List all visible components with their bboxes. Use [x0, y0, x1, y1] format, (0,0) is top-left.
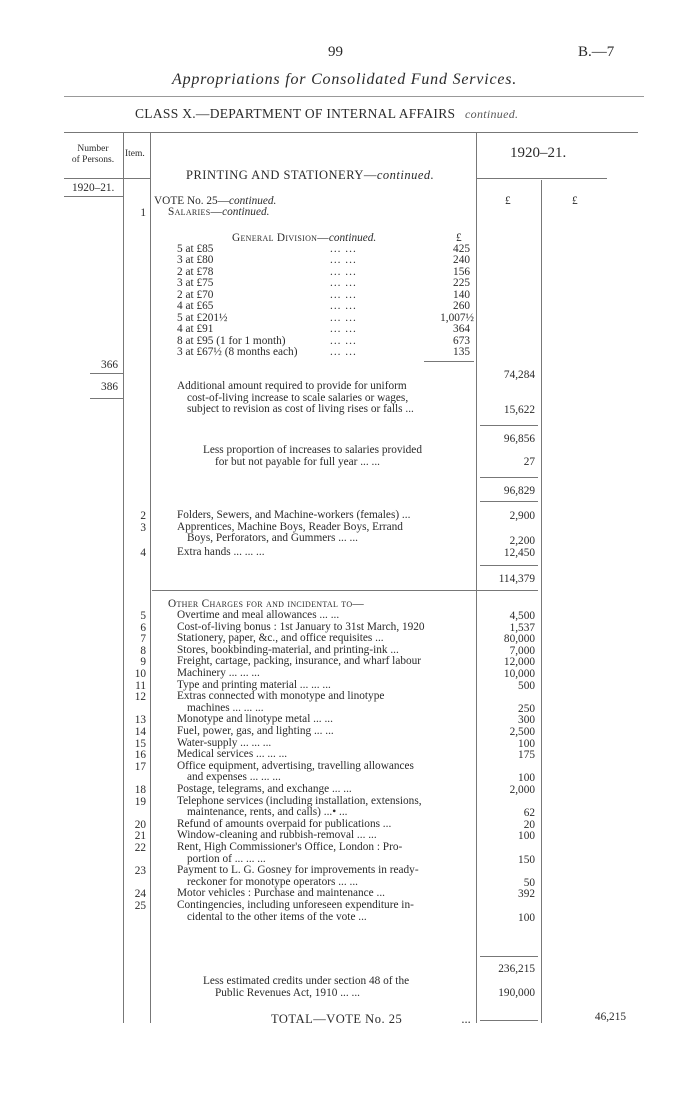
- persons-year-rule: [64, 196, 123, 197]
- additional-line-3: subject to revision as cost of living rises or falls ...: [187, 403, 414, 416]
- item-description: Postage, telegrams, and exchange ... ...: [177, 783, 352, 795]
- item-description-cont: and expenses ... ... ...: [187, 771, 281, 784]
- subtotal-2-amount: 96,829: [503, 485, 535, 497]
- salary-row-amount: 225: [453, 277, 470, 289]
- less-line-1: Less proportion of increases to salaries provided: [203, 444, 422, 456]
- item-number: 7: [140, 633, 146, 646]
- section-title-continued: continued.: [376, 168, 435, 182]
- salary-row-label: 4 at £91: [177, 323, 214, 335]
- header-rule: [64, 96, 644, 97]
- item-number: 14: [134, 726, 146, 738]
- salary-row-amount: 240: [453, 254, 470, 266]
- salary-row-amount: 673: [453, 335, 470, 347]
- pound-sign-col2: £: [572, 195, 578, 207]
- salary-row-dots: ... ...: [330, 335, 357, 347]
- item-number: 3: [140, 522, 146, 534]
- item-number: 19: [134, 795, 146, 808]
- less-line-2: for but not payable for full year ... ...: [215, 455, 381, 468]
- salary-subtotal-rule: [424, 361, 474, 362]
- subtotal-1-rule: [480, 425, 538, 426]
- item-description: Monotype and linotype metal ... ...: [177, 713, 333, 726]
- item-amount: 100: [518, 830, 535, 843]
- item-number: 24: [134, 888, 146, 901]
- item-amount: 12,000: [503, 656, 535, 669]
- item-description-cont: machines ... ... ...: [187, 701, 264, 714]
- item-description: Cost-of-living bonus : 1st January to 31st March, 1920: [177, 620, 425, 633]
- salary-row-amount: 1,007½: [440, 312, 474, 324]
- vote-total-text: TOTAL—VOTE No. 25: [271, 1012, 403, 1026]
- item-number: 15: [134, 737, 146, 750]
- pound-sign-col1: £: [505, 195, 511, 207]
- salary-row-label: 2 at £70: [177, 289, 214, 301]
- salary-row-dots: ... ...: [330, 323, 357, 335]
- subtotal-2-rule: [480, 477, 538, 478]
- item-header-rule: [124, 178, 150, 179]
- salary-row-dots: ... ...: [330, 300, 357, 312]
- credits-amount: 190,000: [498, 987, 535, 999]
- item-amount: 2,500: [509, 726, 535, 738]
- credits-line-2: Public Revenues Act, 1910 ... ...: [215, 986, 360, 999]
- item-amount: 4,500: [509, 610, 535, 622]
- item-amount: 80,000: [503, 633, 535, 646]
- salary-row-label: 5 at £201½: [177, 312, 228, 324]
- item-number: 2: [140, 510, 146, 522]
- item-amount: 175: [518, 749, 535, 762]
- item-description: Overtime and meal allowances ... ...: [177, 609, 340, 621]
- persons-subtotal-rule: [90, 373, 123, 374]
- item-number: 18: [134, 784, 146, 796]
- item-description: Machinery ... ... ...: [177, 667, 260, 679]
- salary-row-dots: ... ...: [330, 243, 357, 255]
- item-description: Fuel, power, gas, and lighting ... ...: [177, 725, 334, 737]
- item-amount: 392: [518, 888, 535, 901]
- credits-text: [203, 976, 409, 999]
- item-description: Extras connected with monotype and linotype: [177, 690, 385, 703]
- salary-row-amount: 260: [453, 300, 470, 312]
- item-description: Contingencies, including unforeseen expenditure in-: [177, 899, 414, 911]
- item-amount: 2,000: [509, 784, 535, 796]
- page-number: 99: [328, 44, 343, 60]
- vote-title-continued: continued.: [229, 195, 277, 207]
- item-amount: 100: [518, 911, 535, 924]
- item-description: Payment to L. G. Gosney for improvements in ready-: [177, 864, 419, 877]
- salary-row-dots: ... ...: [330, 289, 357, 301]
- less-proportion-text: [203, 445, 422, 468]
- item-number: 9: [140, 656, 146, 669]
- salary-row: [177, 255, 213, 267]
- other-charges-top-rule: [152, 590, 538, 591]
- persons-count-366: 366: [101, 359, 118, 371]
- salaries-heading: [168, 207, 269, 219]
- salaries-heading-text: Salaries—: [168, 206, 223, 218]
- item-number: 17: [134, 760, 146, 773]
- salary-row-dots: ... ...: [330, 312, 357, 324]
- item-number: 4: [140, 547, 146, 559]
- item-amount: 50: [523, 876, 535, 889]
- persons-header-rule: [64, 178, 123, 179]
- item-description: Stationery, paper, &c., and office requisites ...: [177, 632, 384, 645]
- item-amount: 300: [518, 714, 535, 727]
- item-description: Window-cleaning and rubbish-removal ... ...: [177, 829, 377, 842]
- salary-row-label: 3 at £75: [177, 277, 214, 289]
- item-amount: 2,900: [509, 510, 535, 522]
- salaries-heading-continued: continued.: [222, 206, 270, 218]
- less-proportion-amount: 27: [523, 456, 535, 468]
- item-description: Type and printing material ... ... ...: [177, 678, 331, 691]
- item-amount: 1,537: [509, 621, 535, 634]
- class-heading-text: CLASS X.—DEPARTMENT OF INTERNAL AFFAIRS: [135, 106, 456, 121]
- col-divider-amount2: [541, 180, 542, 1023]
- vote-total-label: [271, 1012, 471, 1027]
- item-description: Office equipment, advertising, travelling allowances: [177, 759, 414, 772]
- item-description-cont: Boys, Perforators, and Gummers ... ...: [187, 532, 358, 544]
- salary-row-amount: 364: [453, 323, 470, 335]
- item-number: 25: [134, 900, 146, 912]
- number-of-persons-line1: Number: [77, 144, 109, 154]
- item-number: 22: [134, 842, 146, 854]
- subtotal-3-rule: [480, 565, 538, 566]
- item-description-cont: portion of ... ... ...: [187, 852, 266, 865]
- salary-row-label: 4 at £65: [177, 300, 214, 312]
- additional-amount: 15,622: [503, 404, 535, 416]
- section-title-text: PRINTING AND STATIONERY—: [186, 168, 377, 182]
- item-description: Rent, High Commissioner's Office, London : Pro-: [177, 841, 403, 853]
- salary-row-dots: ... ...: [330, 277, 357, 289]
- item-description: Stores, bookbinding-material, and printing-ink ...: [177, 643, 399, 656]
- item-amount: 10,000: [503, 668, 535, 680]
- item-amount: 250: [518, 702, 535, 715]
- item-number-1: 1: [140, 207, 146, 219]
- item-description: Folders, Sewers, and Machine-workers (females) ...: [177, 509, 411, 521]
- item-amount: 150: [518, 853, 535, 866]
- salary-row-label: 3 at £80: [177, 254, 214, 266]
- vote-title-text: VOTE No. 25—: [154, 195, 229, 207]
- item-description: Extra hands ... ... ...: [177, 546, 265, 558]
- item-amount: 2,200: [509, 535, 535, 547]
- item-number: 13: [134, 714, 146, 727]
- salary-row-amount: 156: [453, 266, 470, 278]
- item-description: Water-supply ... ... ...: [177, 736, 272, 749]
- general-division-pound-sign: £: [456, 232, 462, 244]
- item-number: 10: [134, 668, 146, 680]
- item-number: 23: [134, 865, 146, 878]
- total-rule: [480, 1020, 538, 1021]
- general-division-text: General Division—: [232, 232, 329, 244]
- item-amount: 62: [523, 807, 535, 820]
- subtotal-3-amount: 114,379: [498, 573, 535, 585]
- item-description-cont: reckoner for monotype operators ... ...: [187, 875, 358, 888]
- class-heading: [135, 106, 518, 122]
- number-of-persons-line2: of Persons.: [71, 155, 115, 165]
- vote-total-amount: 46,215: [594, 1011, 626, 1023]
- item-number: 6: [140, 621, 146, 634]
- other-charges-heading: Other Charges for and incidental to—: [168, 598, 365, 610]
- salary-row-label: 2 at £78: [177, 266, 214, 278]
- persons-count-386: 386: [101, 381, 118, 393]
- salary-row: [177, 324, 213, 336]
- year-column-header: 1920–21.: [510, 145, 567, 161]
- amount-header-rule: [477, 178, 607, 179]
- running-title: Appropriations for Consolidated Fund Services.: [172, 71, 518, 88]
- general-division-continued: continued.: [328, 232, 377, 244]
- salary-row-dots: ... ...: [330, 254, 357, 266]
- item-number: 12: [134, 691, 146, 704]
- item-amount: 100: [518, 737, 535, 750]
- salary-row-dots: ... ...: [330, 266, 357, 278]
- item-description: Refund of amounts overpaid for publications ...: [177, 817, 392, 830]
- item-amount: 100: [518, 772, 535, 785]
- additional-amount-text: [177, 381, 414, 416]
- item-number: 8: [140, 644, 146, 657]
- additional-line-1: Additional amount required to provide for uniform: [177, 380, 407, 392]
- subtotal-4-amount: 236,215: [498, 963, 535, 975]
- col-divider-item: [150, 133, 151, 1023]
- vote-total-dots: ...: [461, 1012, 471, 1026]
- subtotal-4-rule: [480, 956, 538, 957]
- persons-total-rule: [90, 398, 123, 399]
- credits-line-1: Less estimated credits under section 48 of the: [203, 975, 410, 987]
- salary-row-amount: 135: [453, 346, 470, 358]
- item-number: 21: [134, 830, 146, 843]
- salary-row-label: 3 at £67½ (8 months each): [177, 346, 298, 358]
- salary-row: [177, 278, 213, 290]
- number-of-persons-header: [65, 144, 121, 166]
- item-header: Item.: [125, 149, 145, 159]
- salary-row-label: 5 at £85: [177, 243, 214, 255]
- item-description: Telephone services (including installation, extensions,: [177, 794, 422, 807]
- salary-row-dots: ... ...: [330, 346, 357, 358]
- item-description: Freight, cartage, packing, insurance, and wharf labour: [177, 655, 422, 668]
- item-number: 20: [134, 818, 146, 831]
- item-number: 5: [140, 610, 146, 622]
- salary-row: [177, 301, 213, 313]
- item-description: Medical services ... ... ...: [177, 748, 288, 761]
- additional-line-2: cost-of-living increase to scale salaries or wages,: [187, 391, 409, 404]
- item-description: Motor vehicles : Purchase and maintenance ...: [177, 887, 385, 900]
- subtotal-1-amount: 96,856: [503, 433, 535, 445]
- item-number: 16: [134, 749, 146, 762]
- item-amount: 7,000: [509, 644, 535, 657]
- salary-row-amount: 140: [453, 289, 470, 301]
- report-reference: B.—7: [578, 44, 615, 60]
- item-amount: 20: [523, 818, 535, 831]
- item-description-cont: maintenance, rents, and calls) ...• ...: [187, 806, 348, 819]
- item-amount: 12,450: [503, 547, 535, 559]
- salary-row-label: 8 at £95 (1 for 1 month): [177, 335, 286, 347]
- item-description: Apprentices, Machine Boys, Reader Boys, Errand: [177, 521, 403, 533]
- salary-row-amount: 425: [453, 243, 470, 255]
- item-description-cont: cidental to the other items of the vote ...: [187, 910, 367, 923]
- salary-row: [177, 347, 297, 359]
- subtotal-2-under-rule: [480, 501, 538, 502]
- salaries-total-amount: 74,284: [503, 369, 535, 381]
- persons-year-header: 1920–21.: [72, 182, 115, 194]
- item-number: 11: [135, 679, 146, 692]
- section-title: [186, 168, 434, 183]
- item-amount: 500: [518, 679, 535, 692]
- class-heading-continued: continued.: [465, 107, 519, 121]
